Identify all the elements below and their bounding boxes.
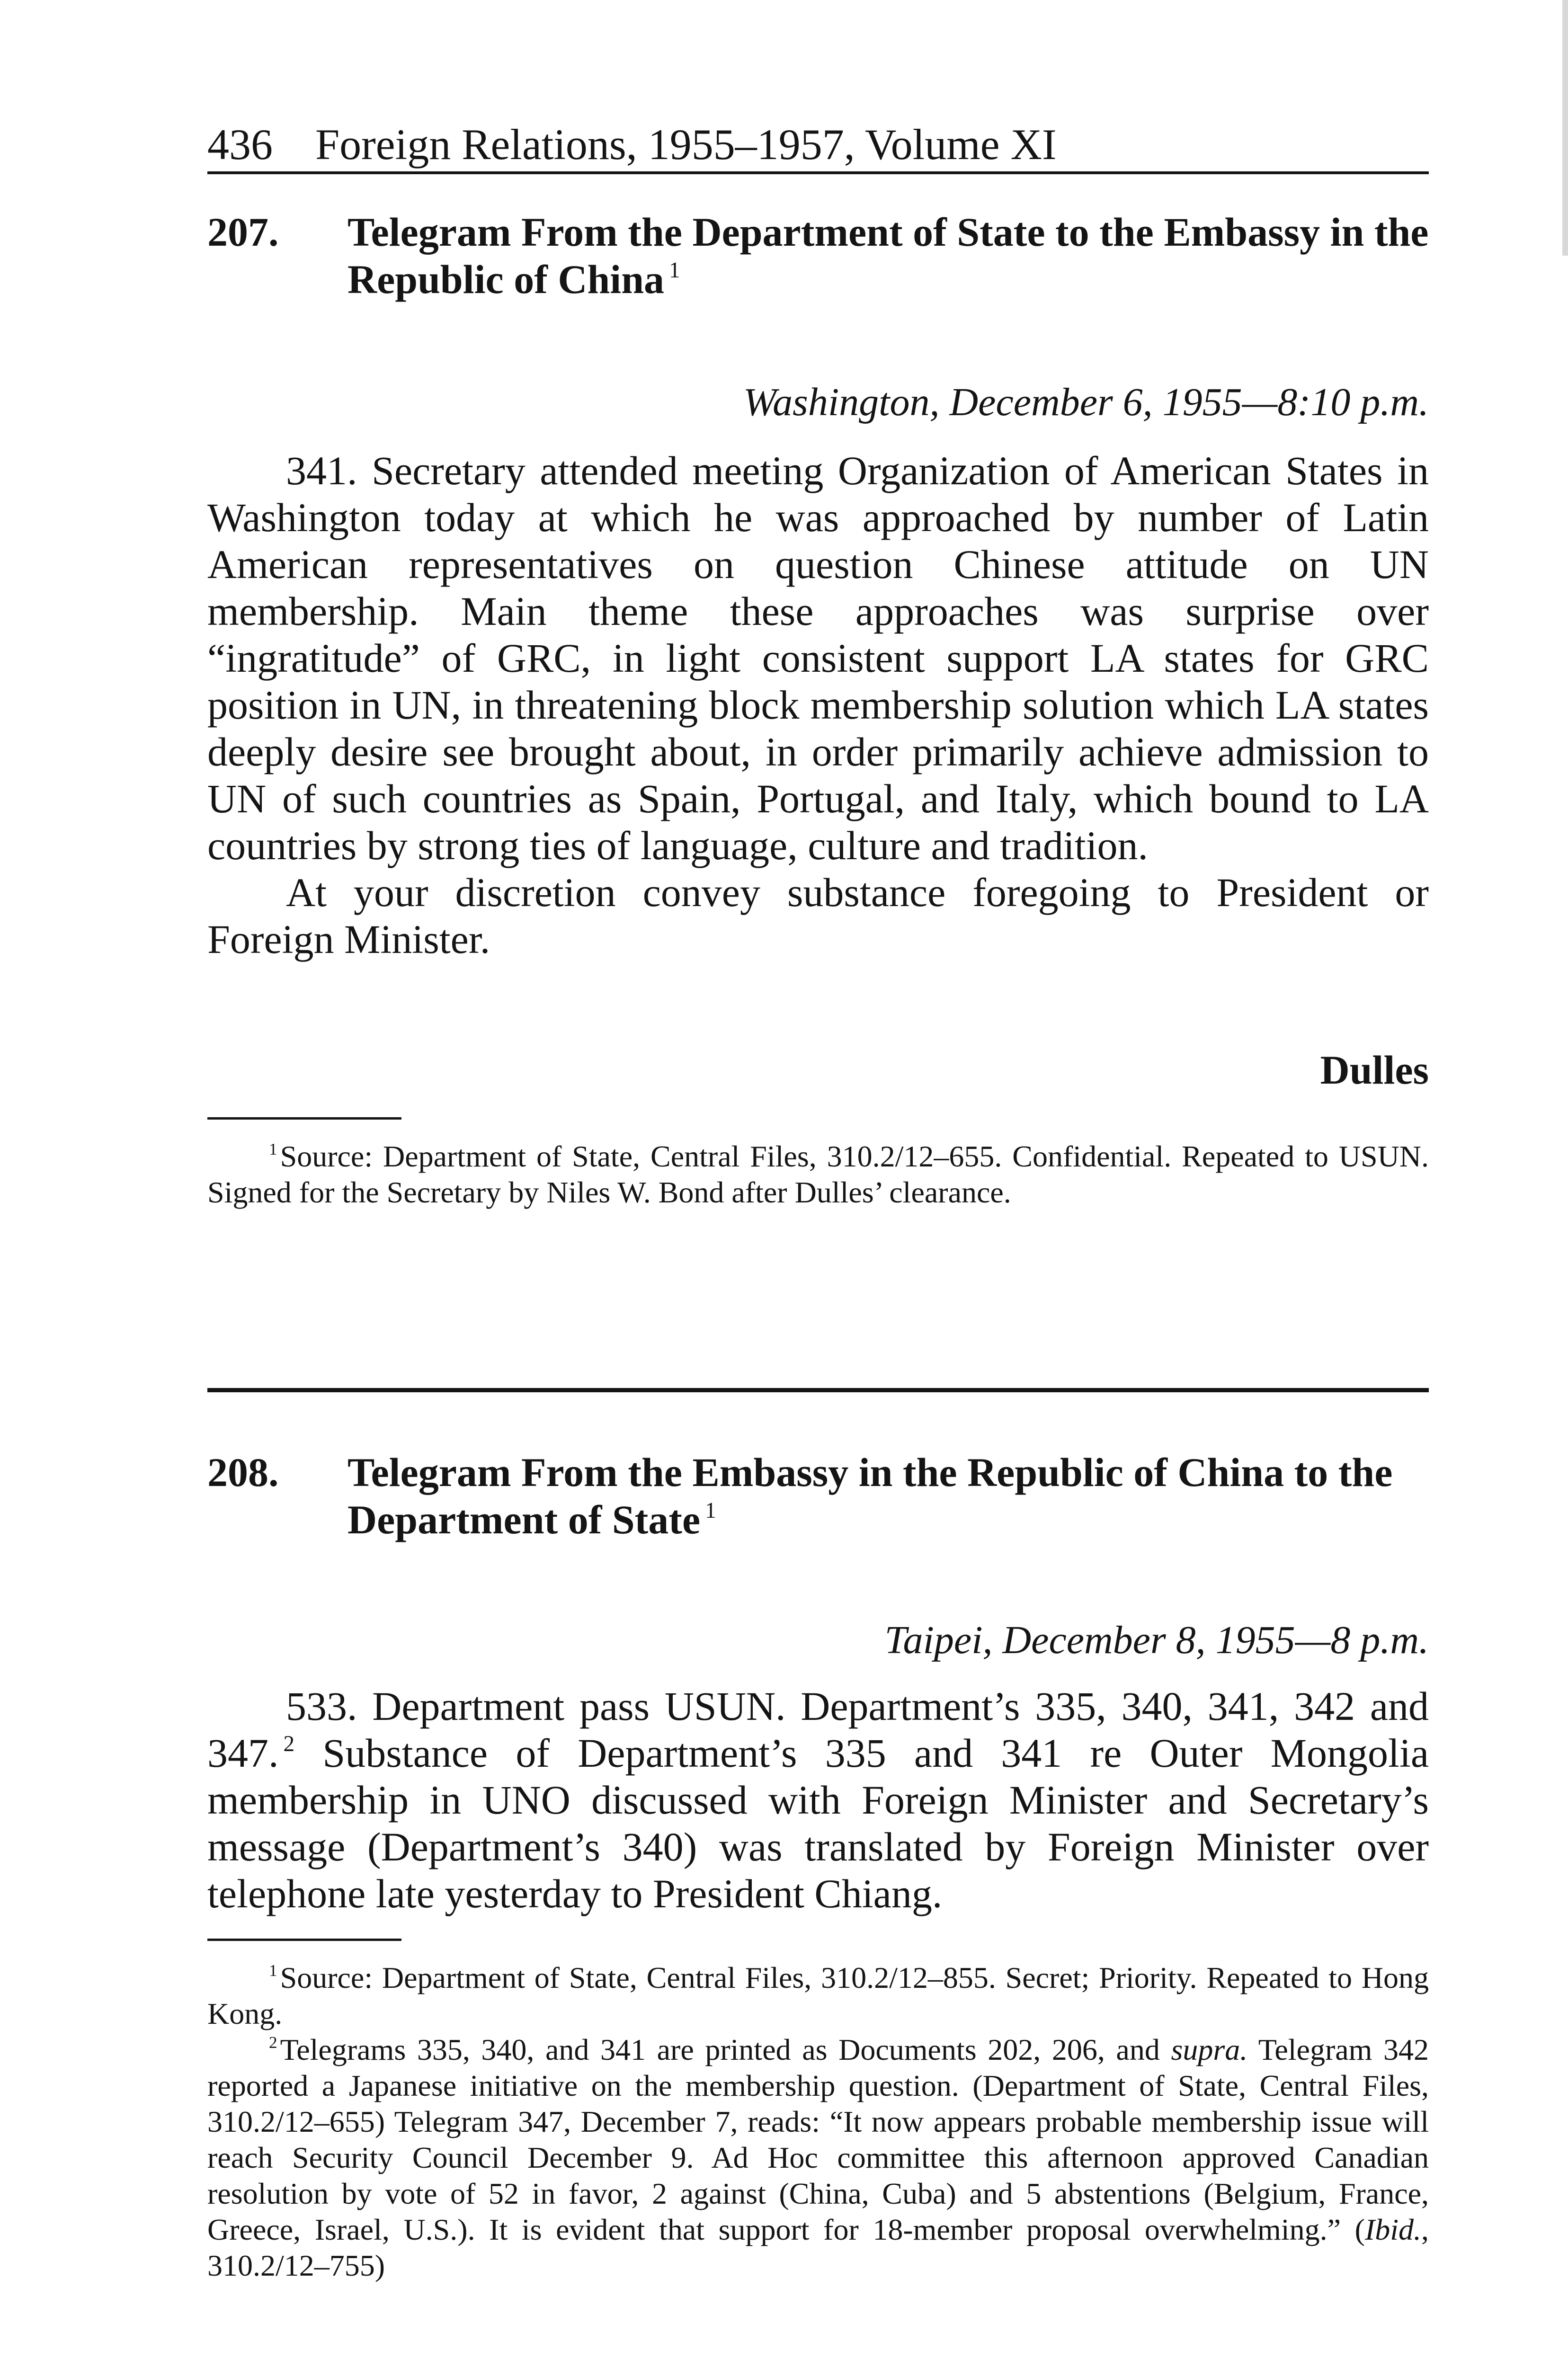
running-header: [207, 118, 1429, 174]
doc-207-body: [207, 447, 1429, 963]
doc-208-footnote-ref: 1: [705, 1498, 716, 1523]
doc-208-title: Telegram From the Embassy in the Republic of China to the Department of State $^1$: [347, 1450, 1393, 1542]
doc-207-dateline: Washington, December 6, 1955—8:10 p.m.: [743, 380, 1429, 424]
doc-208-footnote-ref-2: 2: [283, 1731, 295, 1756]
doc-208-dateline: Taipei, December 8, 1955—8 p.m.: [884, 1618, 1429, 1662]
page-number: 436: [207, 120, 273, 169]
doc-207-footnote-ref: 1: [669, 258, 680, 283]
scan-edge: [1562, 0, 1568, 256]
footnote: $^1$Source: Department of State, Central Files, 310.2/12–655. Confidential. Repeated to USUN. Signed for the Secretary by Niles W. Bond after Dulles’ clearance.: [207, 1139, 1429, 1209]
footnote: $^1$Source: Department of State, Central Files, 310.2/12–855. Secret; Priority. Repeated to Hong Kong.: [207, 1961, 1429, 2030]
footnote: $^2$Telegrams 335, 340, and 341 are printed as Documents 202, 206, and supra. Telegram 342 reported a Japanese initiative on the membership question. (Department of State, Central Files, 310.2/12–655) Telegram 347, December 7, reads: “It now appears probable membership issue will reach Security Council December 9. Ad Hoc committee this afternoon approved Canadian resolution by vote of 52 in favor, 2 against (China, Cuba) and 5 abstentions (Belgium, France, Greece, Israel, U.S.). It is evident that support for 18-member proposal overwhelming.” (Ibid., 310.2/12–755): [207, 2033, 1429, 2282]
doc-207-number: 207.: [207, 209, 279, 255]
doc-207-paragraph-2: At your discretion convey substance foregoing to President or Foreign Minister.: [207, 870, 1429, 962]
doc-207-title: Telegram From the Department of State to the Embassy in the Republic of China $^1$: [347, 209, 1429, 302]
doc-207-heading: [207, 208, 1429, 303]
running-title: Foreign Relations, 1955–1957, Volume XI: [315, 120, 1057, 169]
doc-207-footnotes: [207, 1139, 1429, 1210]
doc-207-signature: Dulles: [1320, 1047, 1429, 1093]
section-divider: [207, 1388, 1429, 1392]
doc-208-paragraph-1: 533. Department pass USUN. Department’s 335, 340, 341, 342 and 347. $^2$ Substance of Department’s 335 and 341 re Outer Mongolia membership in UNO discussed with Foreign Minister and Secretary’s message (Department’s 340) was translated by Foreign Minister over telephone late yesterday to President Chiang.: [207, 1683, 1429, 1916]
doc-208-footnote-rule: [207, 1939, 401, 1941]
doc-207-paragraph-1: 341. Secretary attended meeting Organization of American States in Washington today at which he was approached by number of Latin American representatives on question Chinese attitude on UN membership. Main theme these approaches was surprise over “ingratitude” of GRC, in light consistent support LA states for GRC position in UN, in threatening block membership solution which LA states deeply desire see brought about, in order primarily achieve admission to UN of such countries as Spain, Portugal, and Italy, which bound to LA countries by strong ties of language, culture and tradition.: [207, 448, 1429, 868]
doc-207-footnote-rule: [207, 1117, 401, 1120]
doc-208-footnotes: [207, 1960, 1429, 2284]
doc-208-body: [207, 1683, 1429, 1917]
doc-208-number: 208.: [207, 1450, 279, 1495]
doc-208-heading: [207, 1449, 1429, 1543]
